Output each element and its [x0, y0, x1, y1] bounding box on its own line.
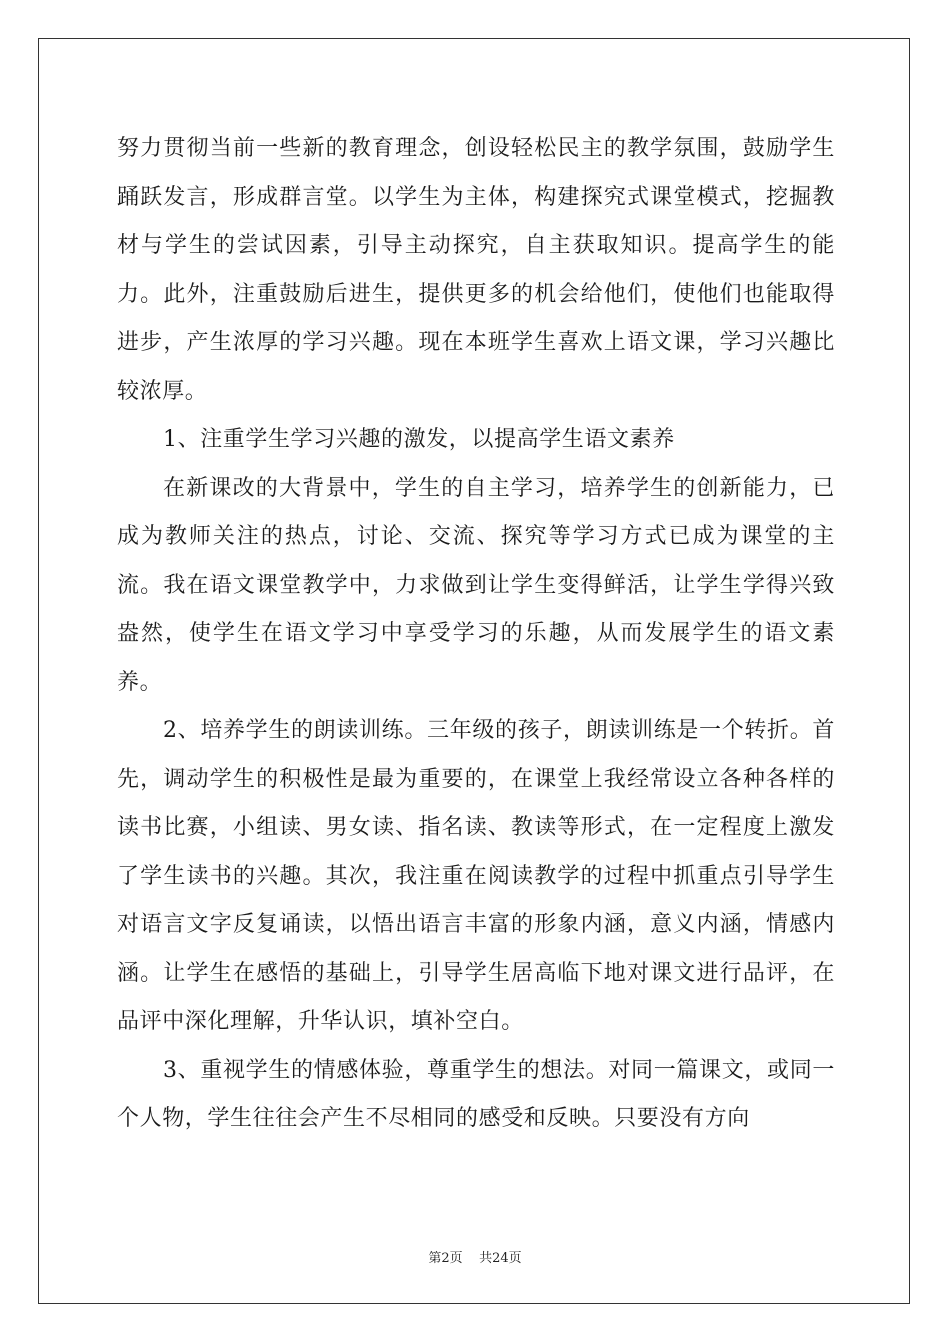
paragraph-section-3: 3、重视学生的情感体验，尊重学生的想法。对同一篇课文，或同一个人物，学生往往会产生不尽相同的感受和反映。只要没有方向 [117, 1057, 835, 1131]
page-number-footer: 第2页 共24页 [428, 1251, 522, 1266]
document-body [117, 125, 835, 1144]
paragraph-intro: 努力贯彻当前一些新的教育理念，创设轻松民主的教学氛围，鼓励学生踊跃发言，形成群言堂。以学生为主体，构建探究式课堂模式，挖掘教材与学生的尝试因素，引导主动探究，自主获取知识。提高学生的能力。此外，注重鼓励后进生，提供更多的机会给他们，使他们也能取得进步，产生浓厚的学习兴趣。现在本班学生喜欢上语文课，学习兴趣比较浓厚。 [117, 136, 835, 404]
section-heading-1: 1、注重学生学习兴趣的激发，以提高学生语文素养 [163, 427, 675, 452]
paragraph-section-1: 在新课改的大背景中，学生的自主学习，培养学生的创新能力，已成为教师关注的热点，讨论、交流、探究等学习方式已成为课堂的主流。我在语文课堂教学中，力求做到让学生变得鲜活，让学生学得兴致盎然，使学生在语文学习中享受学习的乐趣，从而发展学生的语文素养。 [117, 475, 835, 695]
paragraph-section-2: 2、培养学生的朗读训练。三年级的孩子，朗读训练是一个转折。首先，调动学生的积极性是最为重要的，在课堂上我经常设立各种各样的读书比赛，小组读、男女读、指名读、教读等形式，在一定程度上激发了学生读书的兴趣。其次，我注重在阅读教学的过程中抓重点引导学生对语言文字反复诵读，以悟出语言丰富的形象内涵，意义内涵，情感内涵。让学生在感悟的基础上，引导学生居高临下地对课文进行品评，在品评中深化理解，升华认识，填补空白。 [117, 718, 835, 1034]
